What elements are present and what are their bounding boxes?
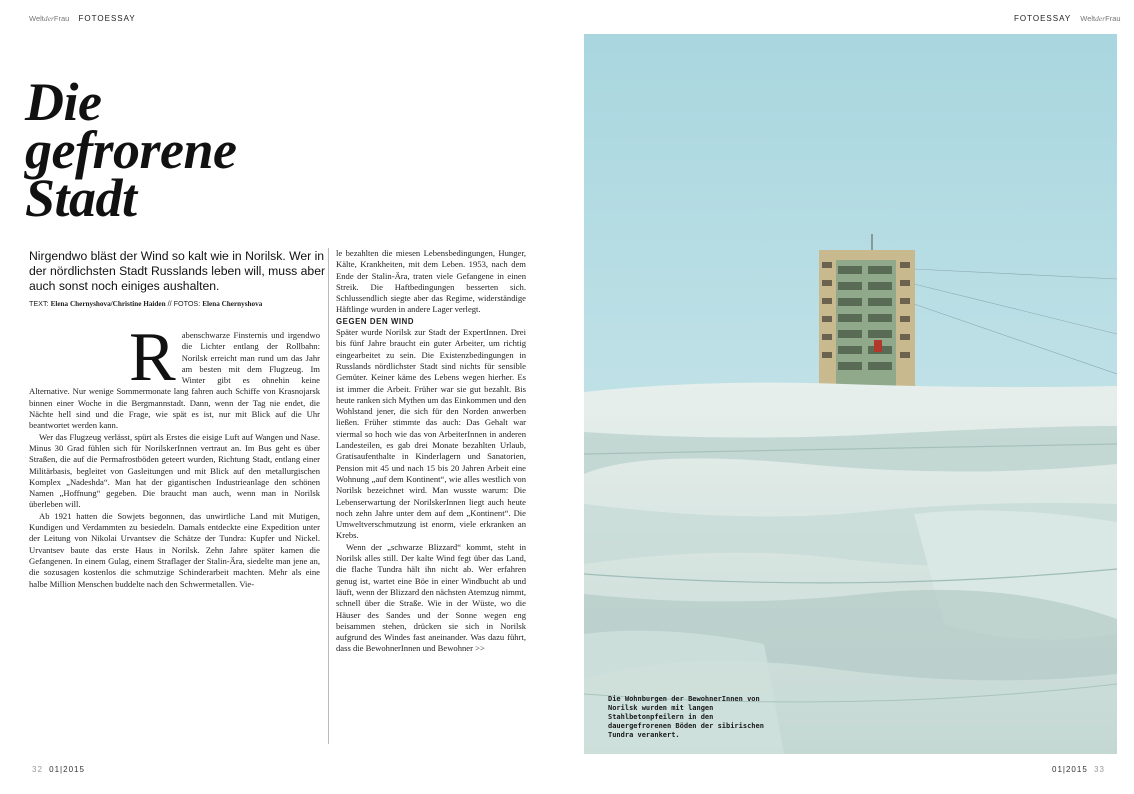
page-header-left (29, 14, 136, 23)
page-number-right: 33 (1094, 765, 1105, 774)
body-column-1 (29, 319, 320, 590)
paragraph-1: abenschwarze Finsternis und irgendwo die Lichter entlang der Rollbahn: Norilsk erreicht man rund um das Jahr am besten mit dem Flugzeug. Im Winter gibt es ohnehin keine Alternative. Nur wenige Sommermonate lang fahren auch Schiffe von Krasnojarsk binnen einer Woche in die Bergmannstadt. Dann, wenn der Tag nie endet, die Nächte hell sind und die Frage, wie spät es ist, nur mit Blick auf die Uhr beantwortet werden kann. (29, 330, 320, 431)
title-line-1: Die (25, 72, 102, 132)
subheading: GEGEN DEN WIND (336, 316, 415, 326)
body-column-2 (336, 248, 526, 655)
paragraph-5: Später wurde Norilsk zur Stadt der ExpertInnen. Drei bis fünf Jahre braucht ein guter Arbeiter, um richtig eingearbeitet zu sein. Die Existenzbedingungen in Russlands nördlichster Stadt sind nichts für sensible Gemüter. Keiner käme des Lebens wegen hierher. Es ist immer die Arbeit. Früher war sie gut bezahlt. Bis heute ranken sich Mythen um das Einkommen und den Wohlstand jener, die sich für den Norden anwerben ließen. Früher stimmte das auch: Das Gehalt war viermal so hoch wie das von ArbeiterInnen in anderen Landesteilen, es gab drei Monate bezahlten Urlaub, Gratisaufenthalte in Kinderlagern und Sanatorien, Pension mit 45 und nach 15 bis 20 Jahren Arbeit eine Wohnung „auf dem Kontinent“, wie alles westlich von Norilsk bezeichnet wird. Man wusste warum: Die Lebenserwartung der NorilskerInnen liegt auch heute noch zehn Jahre unter dem auf dem „Kontinent“. Die Umweltverschmutzung ist enorm, viele erkranken an Krebs. (336, 327, 526, 541)
section-label-right: FOTOESSAY (1014, 14, 1072, 23)
issue-left: 01|2015 (49, 765, 85, 774)
article-photo (584, 34, 1117, 754)
drop-cap: R (129, 319, 176, 396)
paragraph-3: Ab 1921 hatten die Sowjets begonnen, das unwirtliche Land mit Mutigen, Kundigen und Verdammten zu besiedeln. Damals entdeckte eine Expedition unter der Leitung von Nikolai Urvantsev die Schätze der Tundra: Kupfer und Nickel. Urvantsev baute das erste Haus in Norilsk. Zehn Jahre später kamen die Gefangenen. In einem Gulag, einem Straflager der Stalin-Ära, siedelte man jene an, die sozusagen kostenlos die schmutzige Schinderarbeit machten. Mehr als eine halbe Million Menschen buddelte nach den Schwermetallen. Vie- (29, 510, 320, 589)
column-divider (328, 248, 329, 744)
section-label: FOTOESSAY (78, 14, 136, 23)
paragraph-6: Wenn der „schwarze Blizzard“ kommt, steht in Norilsk alles still. Der kalte Wind fegt über das Land, die flache Tundra hält ihn nicht ab. Wer erfahren genug ist, wartet eine Böe in einer Windbucht ab und läuft, wenn der Blizzard den nächsten Atemzug nimmt, schnell über die Straße. Wie in der Wüste, wo die Häuser des Sandes und der Sonne wegen eng beisammen stehen, drücken sie sich in Norilsk aufgrund des Windes fast aneinander. Was dazu führt, dass die BewohnerInnen und Bewohner >> (336, 541, 526, 654)
page-footer-right (1052, 765, 1108, 774)
apartment-building (819, 234, 915, 386)
page-number-left: 32 (32, 765, 43, 774)
photo-caption: Die Wohnburgen der BewohnerInnen von Norilsk wurden mit langen Stahlbetonpfeilern in den dauergefrorenen Böden der sibirischen Tundra verankert. (608, 695, 764, 739)
credit-text-names: Elena Chernyshova/Christine Haiden (50, 300, 166, 308)
credit-photo-label: // FOTOS: (167, 299, 201, 308)
page-header-right (1014, 14, 1121, 23)
brand-logo-right: WeltderFrau (1080, 14, 1121, 23)
article-lede: Nirgendwo bläst der Wind so kalt wie in Norilsk. Wer in der nördlichsten Stadt Russlands leben will, muss aber auch sonst noch einiges aushalten. (29, 249, 326, 293)
issue-right: 01|2015 (1052, 765, 1088, 774)
title-line-2: gefrorene (25, 120, 237, 180)
article-credits (29, 299, 329, 308)
paragraph-2: Wer das Flugzeug verlässt, spürt als Erstes die eisige Luft auf Wangen und Nase. Minus 30 Grad fühlen sich für NorilskerInnen vertraut an. Im Bus geht es über Straßen, die auf die Permafrostböden geteert wurden, Richtung Stadt, entlang einer Militärbasis, begleitet von Gasleitungen und mit Blick auf den metallurgischen Komplex „Nadeshda“. Man hat der gigantischen Industrieanlage den schönen Namen „Hoffnung“ gegeben. Die braucht man auch, wenn man in Norilsk überleben will. (29, 431, 320, 510)
article-title (25, 72, 325, 228)
page-footer-left (29, 765, 85, 774)
photo-illustration (584, 34, 1117, 754)
paragraph-4: le bezahlten die miesen Lebensbedingungen, Hunger, Kälte, Krankheiten, mit dem Leben. 1953, nach dem Ende der Stalin-Ära, traten viele Gefangene in einen Streik. Die Haftbedingungen besserten sich. Schlussendlich siegte aber das Regime, widerständige Häftlinge wurden in andere Lager verlegt. (336, 248, 526, 315)
brand-logo: WeltderFrau (29, 14, 70, 23)
title-line-3: Stadt (25, 168, 137, 228)
credit-text-label: TEXT: (29, 299, 49, 308)
credit-photo-names: Elena Chernyshova (202, 300, 263, 308)
